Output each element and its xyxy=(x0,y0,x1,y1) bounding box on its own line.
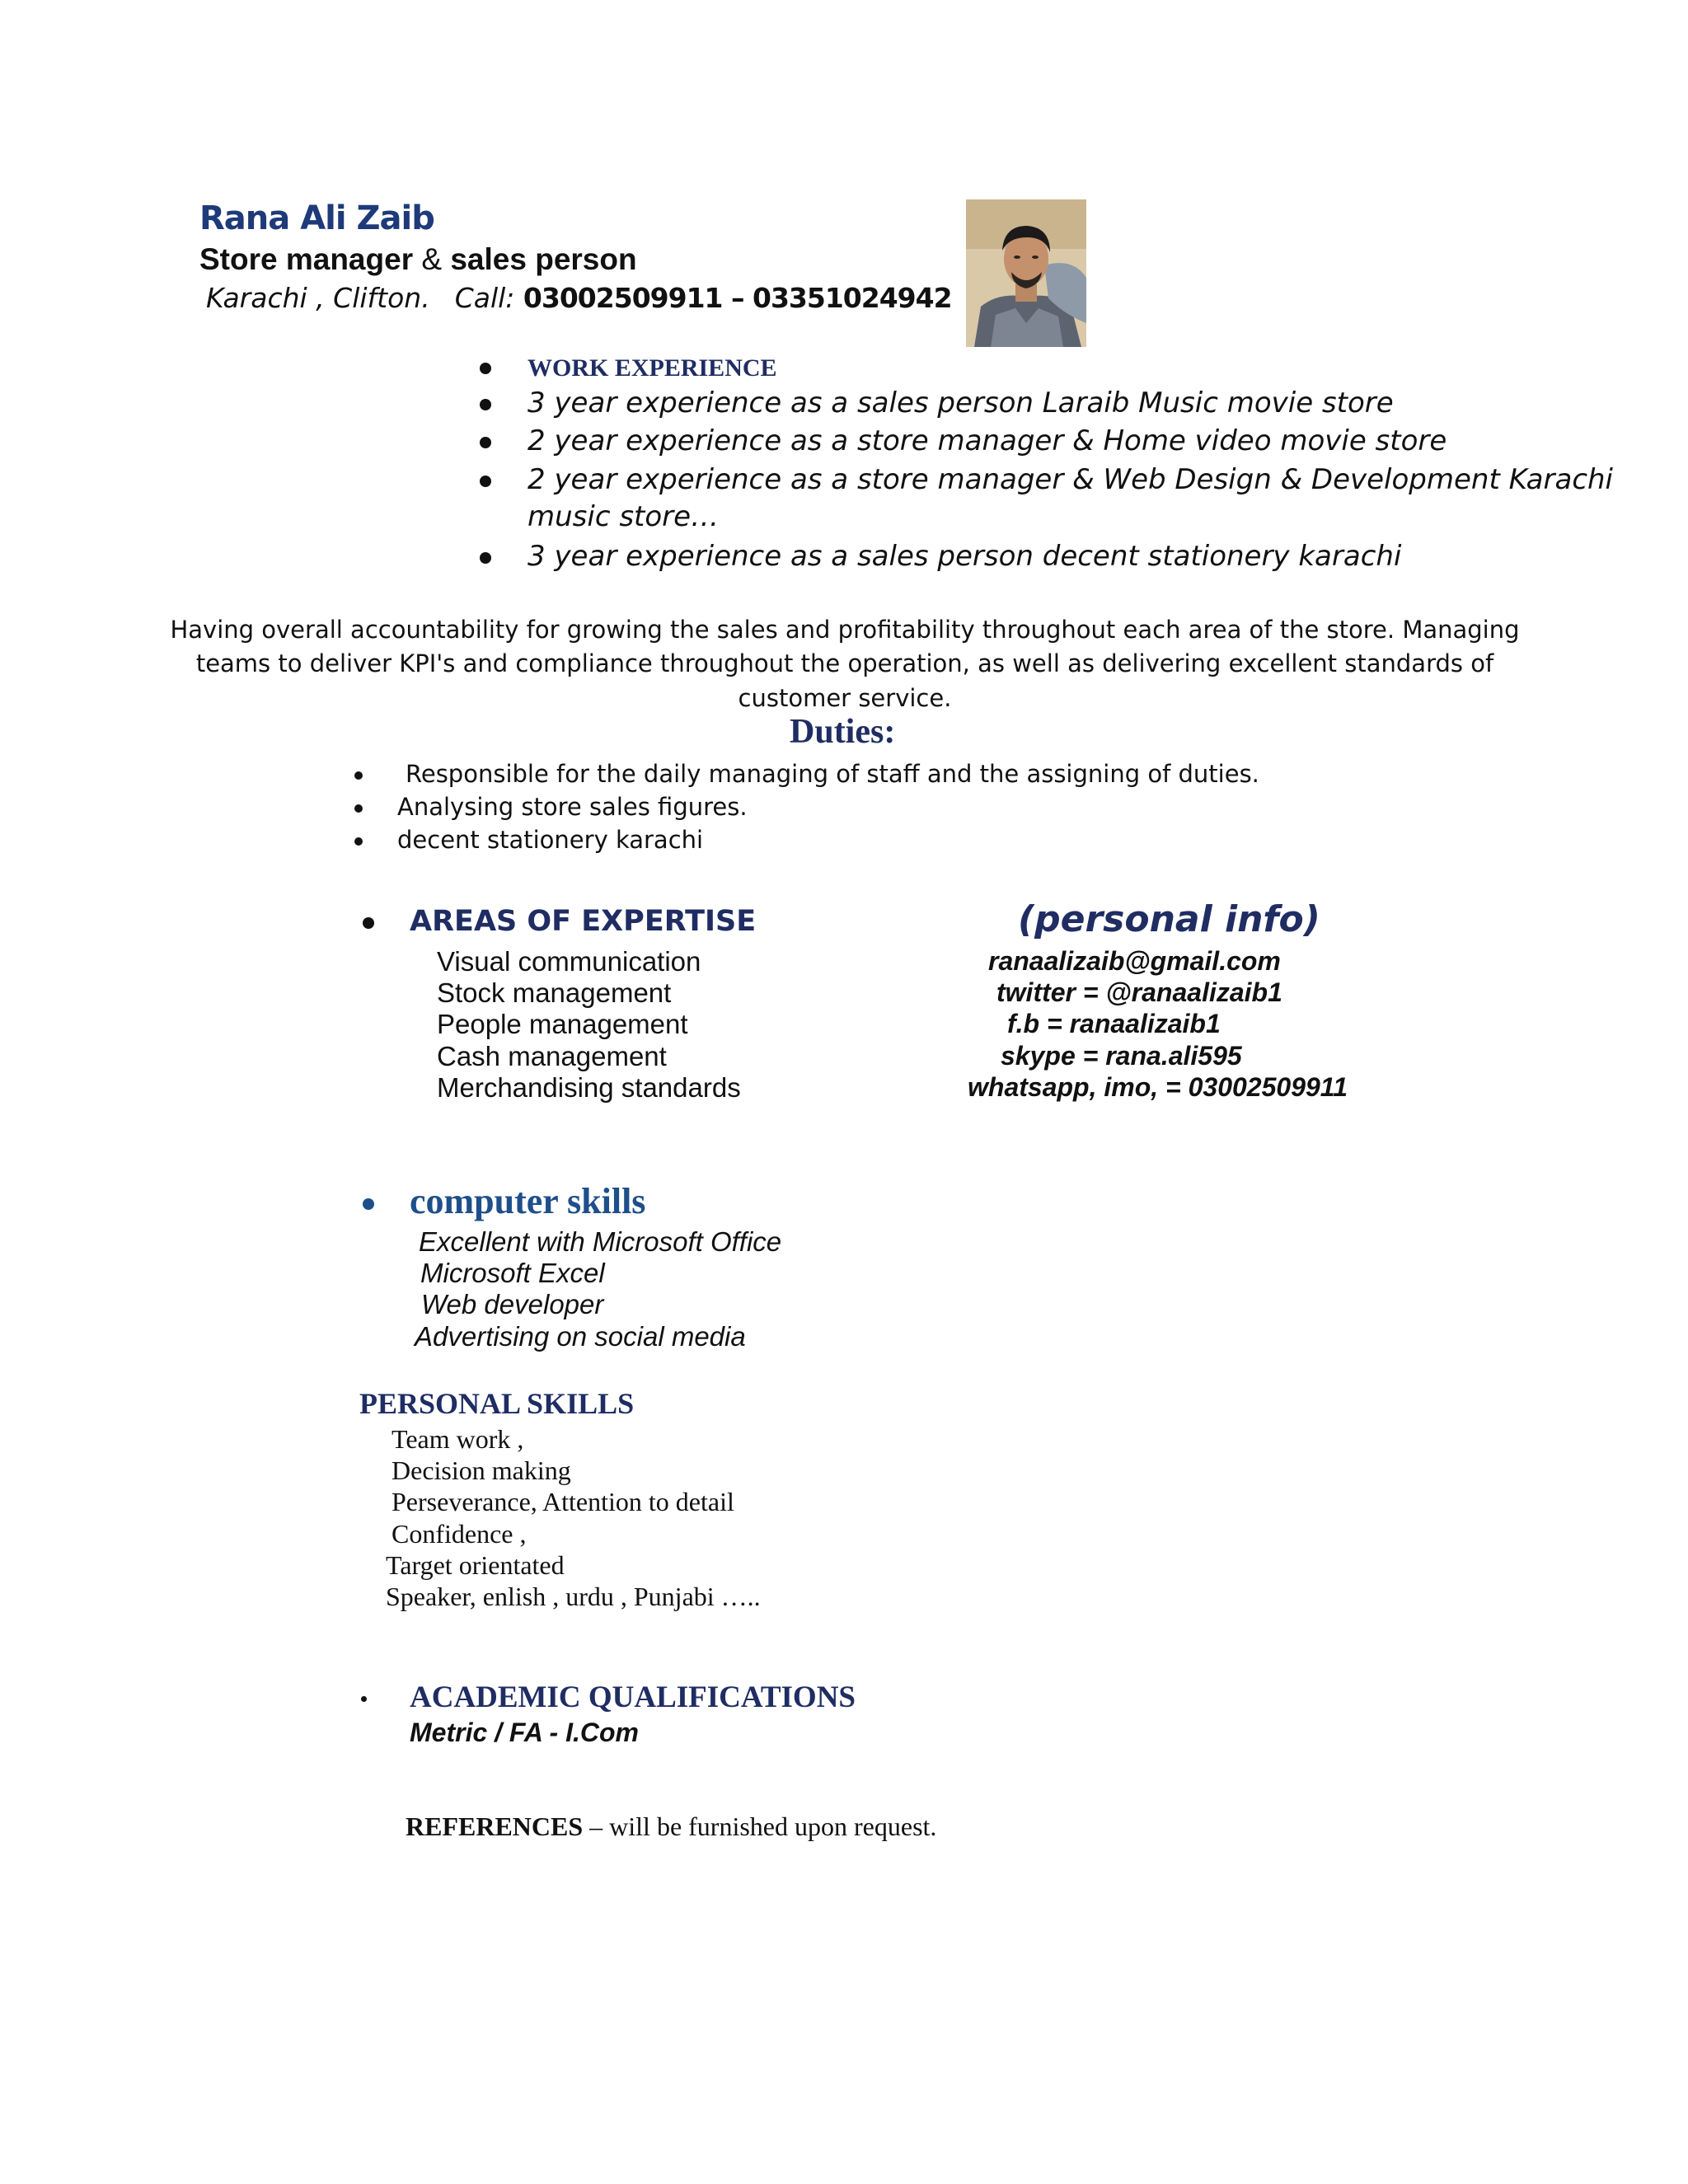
duties-heading: Duties: xyxy=(790,713,896,751)
computer-skill-item: Microsoft Excel xyxy=(420,1258,605,1288)
personal-skill-item: Speaker, enlish , urdu , Punjabi ….. xyxy=(386,1582,761,1611)
computer-skill-item: Advertising on social media xyxy=(415,1321,746,1352)
personal-skill-item: Target orientated xyxy=(386,1550,565,1580)
location: Karachi , Clifton. xyxy=(206,282,430,314)
computer-skills-heading: computer skills xyxy=(410,1181,646,1221)
bullet-icon xyxy=(354,804,363,813)
bullet-icon xyxy=(480,476,491,487)
personal-skill-item: Perseverance, Attention to detail xyxy=(392,1487,734,1516)
work-experience-item: 2 year experience as a store manager & Web Design & Development Karachi xyxy=(528,463,1614,496)
whatsapp-text: whatsapp, imo, = 03002509911 xyxy=(968,1072,1348,1102)
work-experience-item: 3 year experience as a sales person Laraib Music movie store xyxy=(528,387,1394,419)
phone-primary: 03002509911 xyxy=(523,282,723,314)
areas-of-expertise-heading: AREAS OF EXPERTISE xyxy=(410,905,757,938)
call-label: Call: xyxy=(454,282,523,314)
job-title-part2: sales person xyxy=(450,242,637,276)
personal-info-heading: (personal info) xyxy=(1018,898,1320,940)
work-experience-item-continued: music store… xyxy=(528,500,720,533)
duty-item: Responsible for the daily managing of staff and the assigning of duties. xyxy=(406,760,1259,788)
bullet-icon xyxy=(480,437,491,448)
resume-name: Rana Ali Zaib xyxy=(199,199,434,237)
skype-text: skype = rana.ali595 xyxy=(1001,1041,1242,1071)
expertise-item: Stock management xyxy=(437,977,672,1008)
bullet-icon xyxy=(363,917,374,929)
expertise-item: People management xyxy=(437,1009,688,1039)
personal-skill-item: Confidence , xyxy=(392,1519,527,1549)
bullet-icon xyxy=(480,399,491,410)
references-text: – will be furnished upon request. xyxy=(583,1811,937,1841)
expertise-item: Merchandising standards xyxy=(437,1072,741,1103)
personal-skills-heading: PERSONAL SKILLS xyxy=(359,1387,635,1420)
personal-skill-item: Decision making xyxy=(392,1455,571,1485)
job-title-amp: & xyxy=(413,242,451,276)
email-text: ranaalizaib@gmail.com xyxy=(988,946,1281,976)
duty-item: decent stationery karachi xyxy=(397,826,704,854)
phone-separator: – xyxy=(722,282,753,314)
bullet-icon xyxy=(363,1198,374,1210)
bullet-icon xyxy=(480,363,491,374)
expertise-item: Cash management xyxy=(437,1041,667,1071)
contact-line xyxy=(206,282,952,314)
work-experience-heading: WORK EXPERIENCE xyxy=(528,354,777,382)
profile-photo xyxy=(966,199,1086,347)
phone-secondary: 03351024942 xyxy=(752,282,952,314)
job-title xyxy=(199,242,637,277)
summary-line: Having overall accountability for growing the sales and profitability throughout each area of the store. Managing xyxy=(170,616,1520,644)
academic-heading: ACADEMIC QUALIFICATIONS xyxy=(410,1680,856,1714)
summary-line: teams to deliver KPI's and compliance throughout the operation, as well as delivering excellent standards of xyxy=(195,649,1494,677)
expertise-item: Visual communication xyxy=(437,946,701,977)
references-label: REFERENCES xyxy=(406,1811,584,1841)
twitter-text: twitter = @ranaalizaib1 xyxy=(996,977,1282,1007)
summary-line: customer service. xyxy=(738,684,952,712)
profile-photo-image xyxy=(966,199,1086,347)
bullet-icon xyxy=(480,552,491,564)
bullet-icon xyxy=(361,1696,367,1702)
bullet-icon xyxy=(354,771,363,780)
duty-item: Analysing store sales figures. xyxy=(397,793,748,821)
bullet-icon xyxy=(354,837,363,846)
computer-skill-item: Excellent with Microsoft Office xyxy=(419,1226,782,1257)
work-experience-item: 2 year experience as a store manager & Home video movie store xyxy=(528,424,1447,457)
personal-skill-item: Team work , xyxy=(392,1424,524,1454)
academic-detail: Metric / FA - I.Com xyxy=(410,1718,639,1747)
job-title-part1: Store manager xyxy=(199,242,414,276)
references-line xyxy=(406,1811,936,1842)
computer-skill-item: Web developer xyxy=(421,1289,604,1319)
facebook-text: f.b = ranaalizaib1 xyxy=(1007,1009,1221,1038)
work-experience-item: 3 year experience as a sales person decent stationery karachi xyxy=(528,540,1402,573)
